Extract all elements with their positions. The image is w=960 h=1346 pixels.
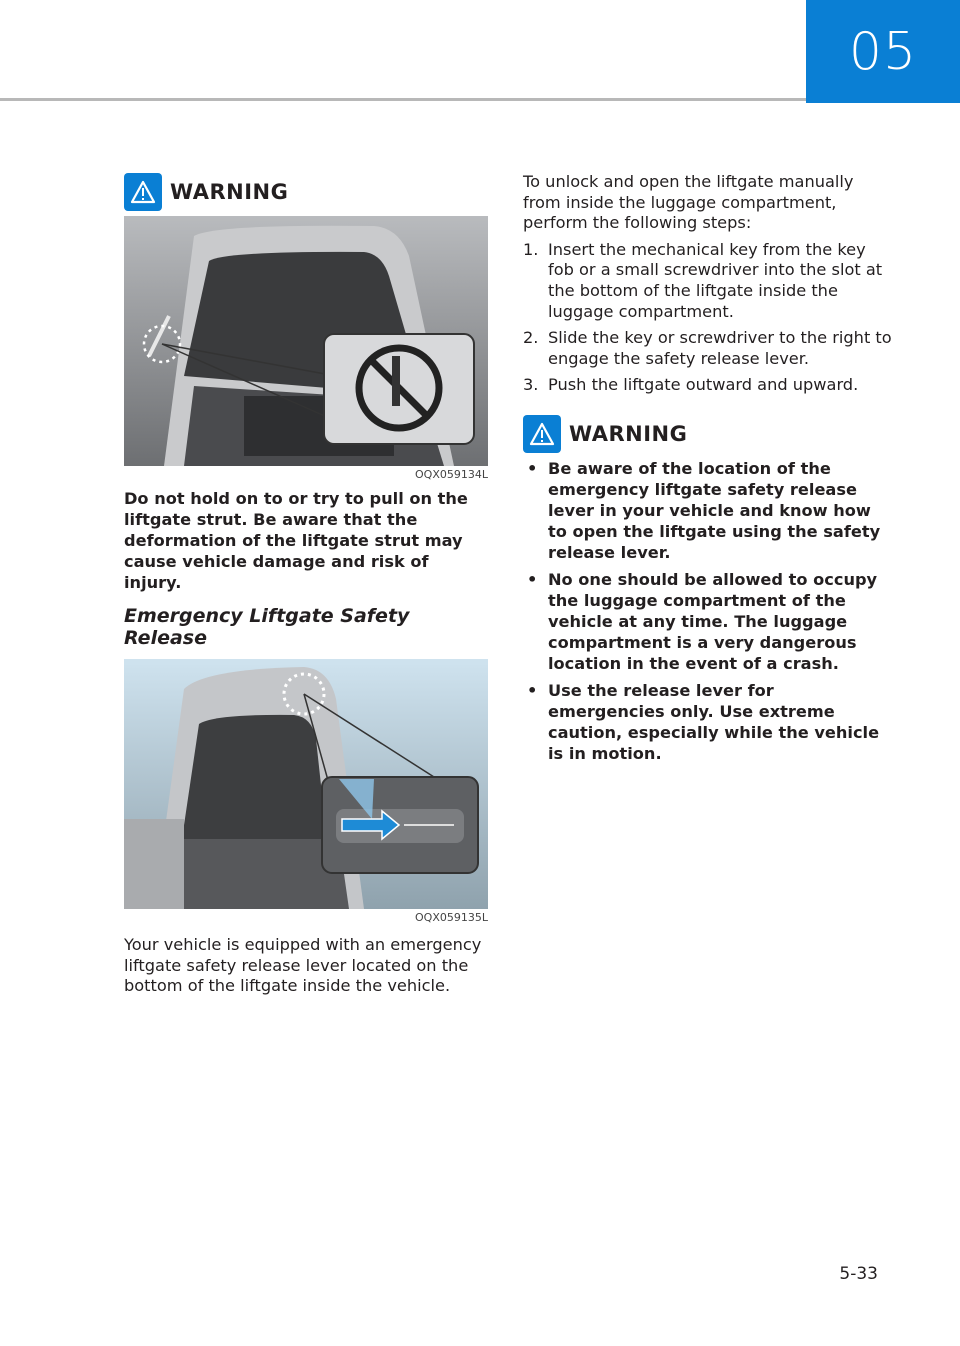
- step-text: Insert the mechanical key from the key fob or a small screwdriver into the slot at the bottom of the liftgate inside the luggage compartment.: [548, 239, 883, 321]
- header-rule: [0, 98, 806, 101]
- warning-heading: [523, 414, 893, 454]
- list-item: [523, 375, 893, 396]
- warning-heading: [124, 172, 488, 212]
- bullet-text: Use the release lever for emergencies only. Use extreme caution, especially while the vehicle is in motion.: [548, 680, 880, 763]
- list-item: [523, 328, 893, 369]
- page-number: 5-33: [839, 1264, 878, 1284]
- list-item: [523, 458, 893, 563]
- warning-title: WARNING: [569, 421, 688, 446]
- step-text: Push the liftgate outward and upward.: [548, 375, 859, 395]
- bullet-icon: •: [527, 569, 538, 589]
- liftgate-strut-figure: [124, 216, 488, 466]
- chapter-number: 05: [848, 21, 918, 82]
- step-number: 1.: [523, 239, 539, 259]
- warning-text: Do not hold on to or try to pull on the liftgate strut. Be aware that the deformation of the liftgate strut may cause vehicle damage and risk of injury.: [124, 489, 468, 592]
- right-column: [523, 172, 893, 770]
- warning-triangle-icon: [523, 415, 561, 453]
- step-text: Slide the key or screwdriver to the right to engage the safety release lever.: [548, 328, 892, 368]
- list-item: [523, 680, 893, 764]
- section-title: Emergency Liftgate Safety Release: [124, 605, 410, 649]
- bullet-text: Be aware of the location of the emergency liftgate safety release lever in your vehicle and know how to open the liftgate using the safety release lever.: [548, 458, 881, 562]
- list-item: [523, 240, 893, 322]
- list-item: [523, 569, 893, 674]
- left-column: [124, 172, 488, 997]
- bullet-text: No one should be allowed to occupy the luggage compartment of the vehicle at any time. The luggage compartment is a very dangerous location in the event of a crash.: [548, 569, 878, 673]
- chapter-tab: [806, 0, 960, 103]
- figure-code: OQX059135L: [415, 911, 488, 924]
- warning-bullets: [523, 458, 893, 764]
- section-body: Your vehicle is equipped with an emergency liftgate safety release lever located on the bottom of the liftgate inside the vehicle.: [124, 935, 482, 996]
- safety-release-figure: [124, 659, 488, 909]
- steps-list: [523, 240, 893, 396]
- warning-triangle-icon: [124, 173, 162, 211]
- warning-title: WARNING: [170, 180, 289, 204]
- intro-text: To unlock and open the liftgate manually from inside the luggage compartment, perform the following steps:: [523, 172, 854, 233]
- step-number: 3.: [523, 375, 539, 395]
- figure-code: OQX059134L: [415, 468, 488, 481]
- step-number: 2.: [523, 328, 539, 348]
- bullet-icon: •: [527, 458, 538, 478]
- bullet-icon: •: [527, 680, 538, 700]
